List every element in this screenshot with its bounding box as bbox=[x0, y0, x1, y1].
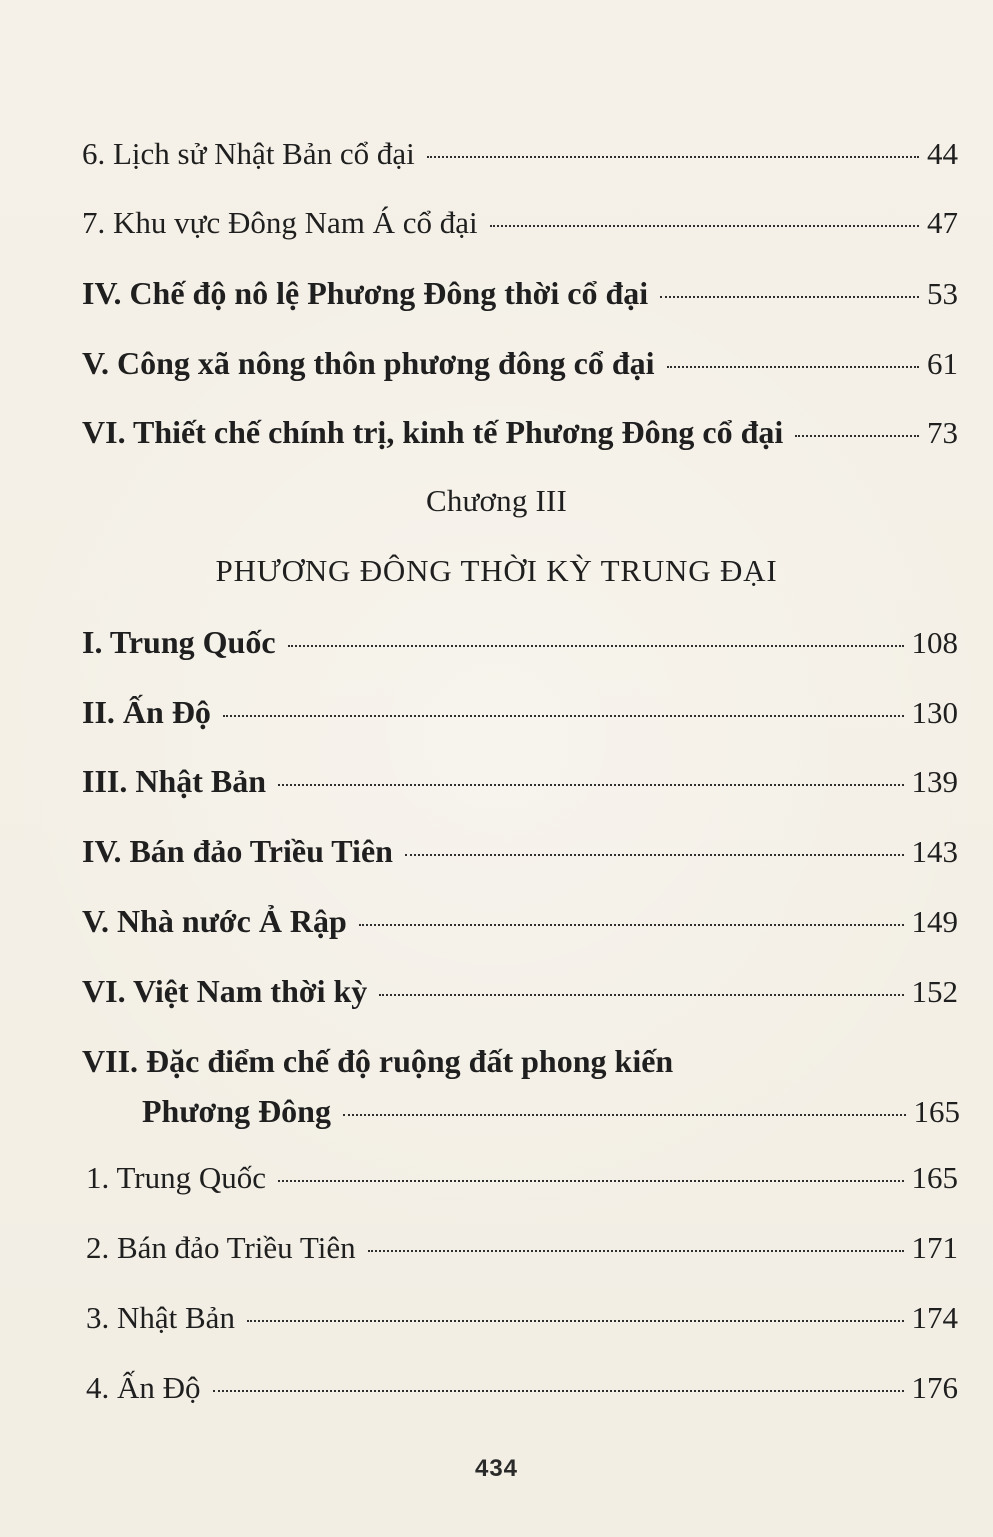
toc-entry-title-line2: Phương Đông bbox=[142, 1093, 331, 1129]
dot-leader bbox=[343, 1114, 906, 1116]
toc-entry-page-number: 61 bbox=[927, 346, 958, 381]
toc-entry-10 bbox=[82, 903, 958, 940]
toc-entry-8 bbox=[82, 763, 958, 800]
toc-entry-title: IV. Bán đảo Triều Tiên bbox=[82, 833, 393, 869]
toc-entry-page-number: 165 bbox=[913, 1094, 960, 1129]
toc-entry-page-number: 143 bbox=[911, 834, 958, 869]
toc-entry-page-number: 130 bbox=[911, 695, 958, 730]
dot-leader bbox=[427, 156, 919, 158]
chapter-heading: Chương III bbox=[425, 483, 568, 518]
toc-entry-title: VI. Thiết chế chính trị, kinh tế Phương Đông cổ đại bbox=[82, 414, 784, 450]
toc-entry-title: 3. Nhật Bản bbox=[86, 1300, 235, 1335]
dot-leader bbox=[288, 645, 904, 647]
toc-entry-page-number: 176 bbox=[911, 1370, 958, 1405]
toc-entry-page-number: 174 bbox=[911, 1300, 958, 1335]
toc-entry-title: 6. Lịch sử Nhật Bản cổ đại bbox=[82, 136, 415, 171]
dot-leader bbox=[405, 854, 904, 856]
dot-leader bbox=[490, 225, 919, 227]
toc-entry-title: III. Nhật Bản bbox=[82, 763, 267, 799]
toc-entry-2 bbox=[82, 205, 958, 241]
toc-entry-page-number: 171 bbox=[911, 1230, 958, 1265]
toc-entry-5 bbox=[82, 414, 958, 451]
toc-entry-title: 4. Ấn Độ bbox=[86, 1370, 201, 1405]
toc-entry-15 bbox=[86, 1300, 958, 1336]
toc-entry-page-number: 47 bbox=[927, 205, 958, 240]
toc-entry-3 bbox=[82, 275, 958, 312]
toc-entry-page-number: 139 bbox=[911, 764, 958, 799]
toc-entry-11 bbox=[82, 973, 958, 1010]
toc-entry-page-number: 44 bbox=[927, 136, 958, 171]
toc-entry-title: 1. Trung Quốc bbox=[86, 1160, 267, 1195]
dot-leader bbox=[278, 784, 903, 786]
toc-entry-second-line bbox=[142, 1093, 960, 1130]
toc-entry-4 bbox=[82, 345, 958, 382]
toc-entry-title-line1: VII. Đặc điểm chế độ ruộng đất phong kiến bbox=[82, 1043, 674, 1079]
dot-leader bbox=[368, 1250, 904, 1252]
toc-entry-title: 7. Khu vực Đông Nam Á cổ đại bbox=[82, 205, 478, 240]
toc-entry-9 bbox=[82, 833, 958, 870]
chapter-title: PHƯƠNG ĐÔNG THỜI KỲ TRUNG ĐẠI bbox=[215, 553, 778, 588]
toc-entry-page-number: 165 bbox=[911, 1160, 958, 1195]
toc-entry-1 bbox=[82, 136, 958, 172]
dot-leader bbox=[795, 435, 919, 437]
toc-entry-page-number: 73 bbox=[927, 415, 958, 450]
toc-entry-12 bbox=[82, 1043, 960, 1129]
toc-entry-title: 2. Bán đảo Triều Tiên bbox=[86, 1230, 356, 1265]
dot-leader bbox=[379, 994, 903, 996]
toc-entry-page-number: 108 bbox=[911, 625, 958, 660]
page-number: 434 bbox=[474, 1455, 519, 1482]
dot-leader bbox=[213, 1390, 904, 1392]
toc-entry-6 bbox=[82, 624, 958, 661]
toc-entry-16 bbox=[86, 1370, 958, 1406]
dot-leader bbox=[667, 366, 919, 368]
dot-leader bbox=[223, 715, 904, 717]
toc-entry-page-number: 149 bbox=[911, 904, 958, 939]
toc-entry-7 bbox=[82, 694, 958, 731]
toc-entry-page-number: 152 bbox=[911, 974, 958, 1009]
toc-entry-title: V. Công xã nông thôn phương đông cổ đại bbox=[82, 345, 655, 381]
toc-entry-title: V. Nhà nước Ả Rập bbox=[82, 903, 347, 939]
toc-entry-title: II. Ấn Độ bbox=[82, 694, 211, 730]
toc-entry-title: VI. Việt Nam thời kỳ bbox=[82, 973, 368, 1009]
toc-entry-title: I. Trung Quốc bbox=[82, 624, 276, 660]
dot-leader bbox=[278, 1180, 903, 1182]
dot-leader bbox=[359, 924, 904, 926]
dot-leader bbox=[247, 1320, 904, 1322]
toc-entry-13 bbox=[86, 1160, 958, 1196]
toc-entry-14 bbox=[86, 1230, 958, 1266]
dot-leader bbox=[660, 296, 919, 298]
toc-entry-page-number: 53 bbox=[927, 276, 958, 311]
toc-entry-title: IV. Chế độ nô lệ Phương Đông thời cổ đại bbox=[82, 275, 649, 311]
